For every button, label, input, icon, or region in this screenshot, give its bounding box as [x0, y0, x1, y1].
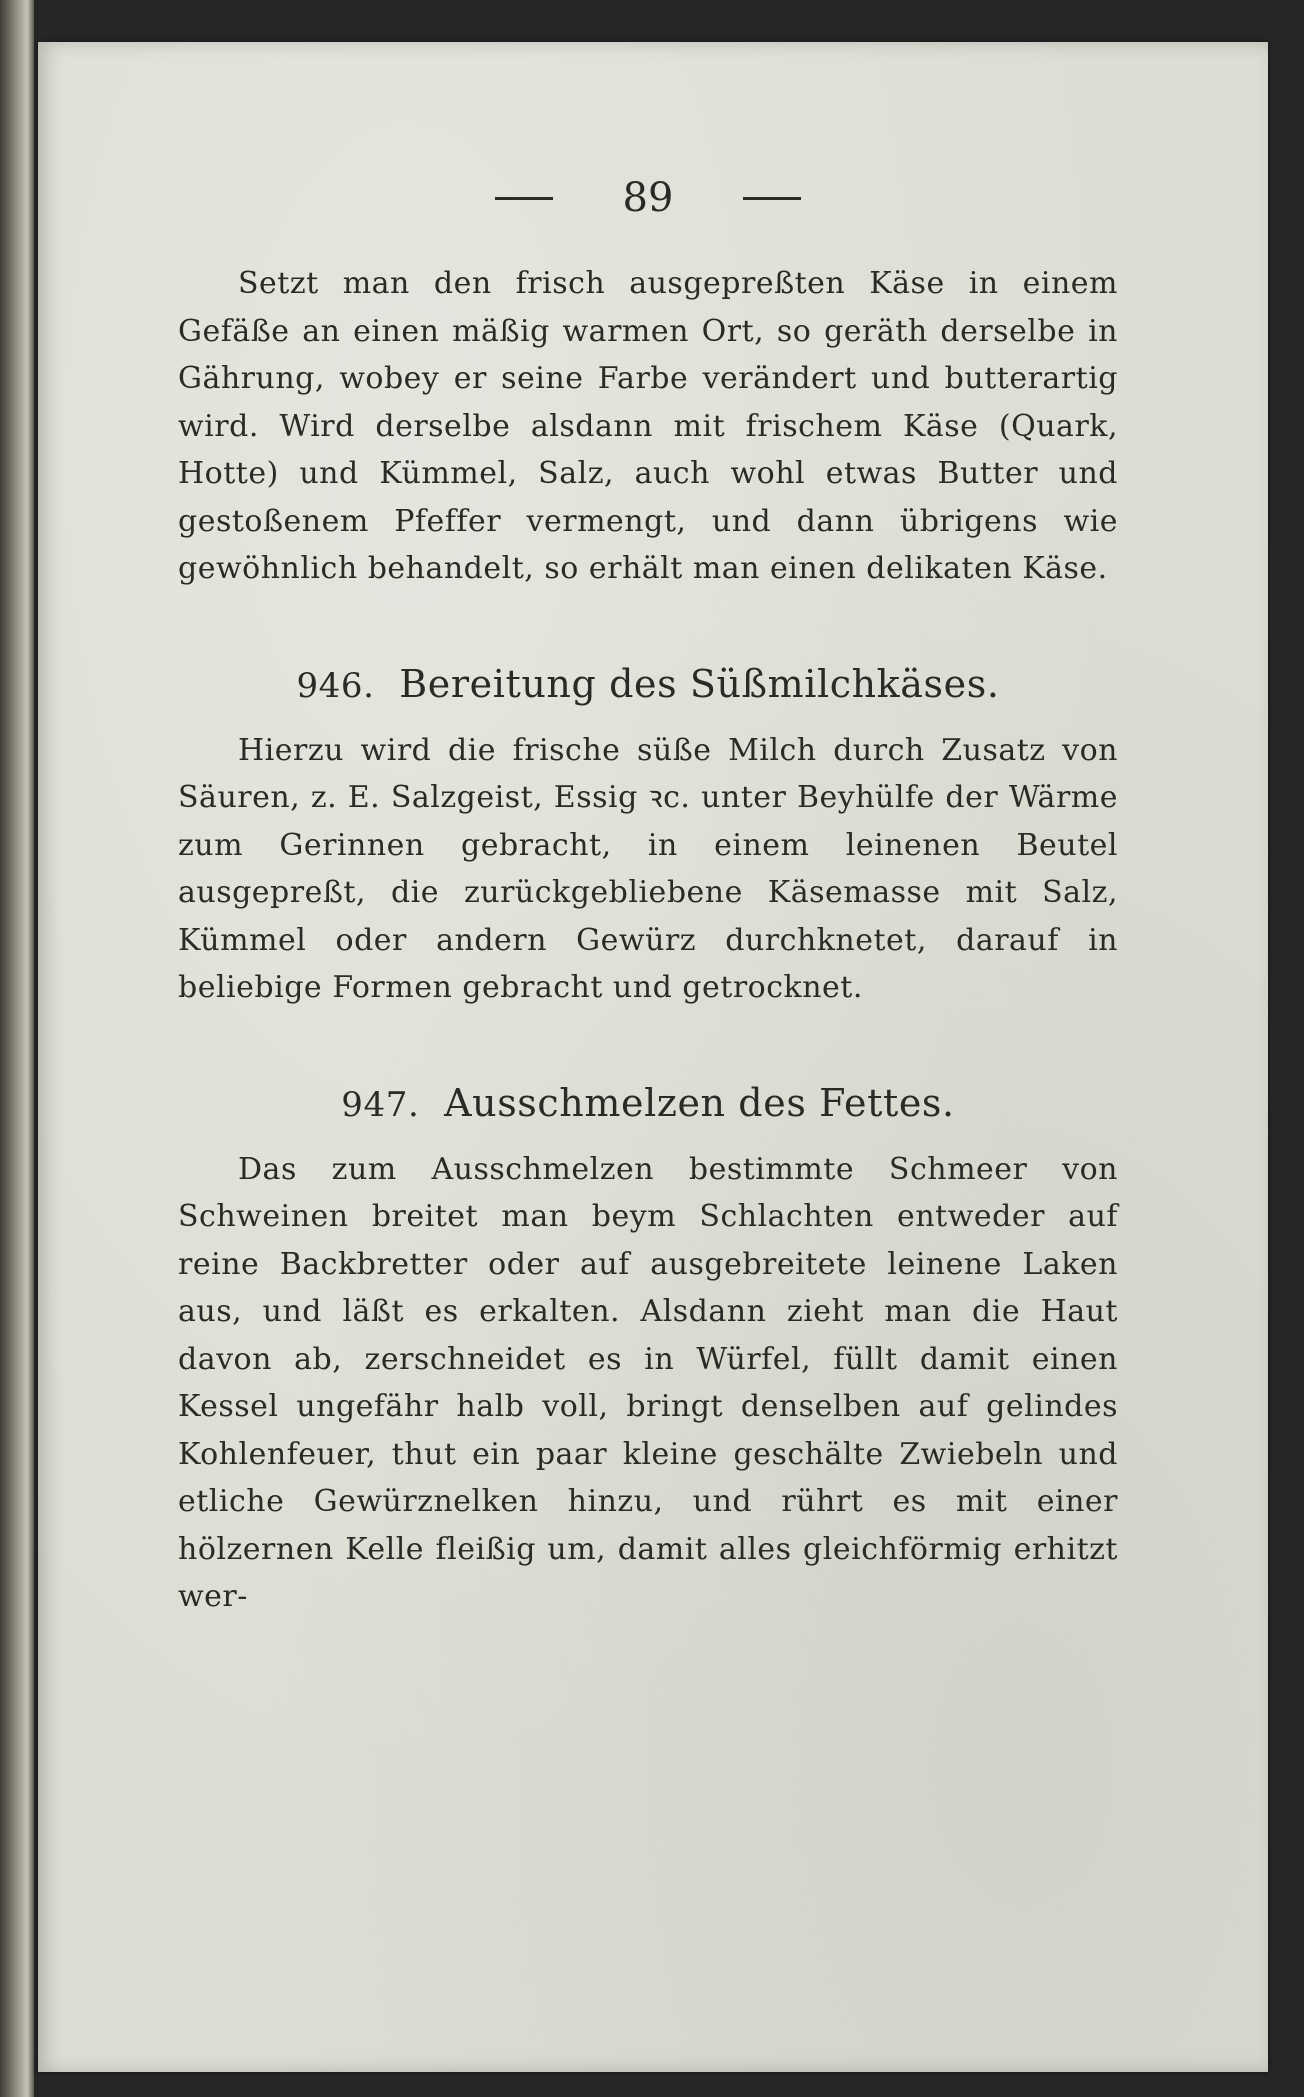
page-header [178, 170, 1118, 226]
book-page [38, 42, 1268, 2072]
section-heading-946 [178, 657, 1118, 713]
book-binding-edge [0, 0, 34, 2097]
section-number: 946. [296, 665, 375, 706]
section-heading-947 [178, 1076, 1118, 1132]
page-number: 89 [622, 175, 674, 221]
header-dash-left [495, 197, 553, 200]
section-title: Bereitung des Süßmilchkäses. [399, 661, 1000, 706]
intro-paragraph: Setzt man den frisch ausgepreßten Käse in einem Gefäße an einen mäßig warmen Ort, so geräth derselbe in Gährung, wobey er seine Farbe verändert und butterartig wird. Wird derselbe alsdann mit frischem Käse (Quark, Hotte) und Kümmel, Salz, auch wohl etwas Butter und gestoßenem Pfeffer vermengt, und dann übrigens wie gewöhnlich behandelt, so erhält man einen delikaten Käse. [178, 266, 1118, 586]
section-paragraph-946: Hierzu wird die frische süße Milch durch Zusatz von Säuren, z. E. Salzgeist, Essig ꝛc. unter Beyhülfe der Wärme zum Gerinnen gebracht, in einem leinenen Beutel ausgepreßt, die zurückgebliebene Käsemasse mit Salz, Kümmel oder andern Gewürz durchknetet, darauf in beliebige Formen gebracht und getrocknet. [178, 732, 1118, 1005]
header-dash-right [743, 197, 801, 200]
page-content [178, 170, 1118, 1621]
section-paragraph-947: Das zum Ausschmelzen bestimmte Schmeer von Schweinen breitet man beym Schlachten entweder auf reine Backbretter oder auf ausgebreitete leinene Laken aus, und läßt es erkalten. Alsdann zieht man die Haut davon ab, zerschneidet es in Würfel, füllt damit einen Kessel ungefähr halb voll, bringt denselben auf gelindes Kohlenfeuer, thut ein paar kleine geschälte Zwiebeln und etliche Gewürznelken hinzu, und rührt es mit einer hölzernen Kelle fleißig um, damit alles gleichförmig erhitzt wer- [178, 1151, 1118, 1614]
section-title: Ausschmelzen des Fettes. [444, 1080, 955, 1125]
section-number: 947. [341, 1084, 420, 1125]
